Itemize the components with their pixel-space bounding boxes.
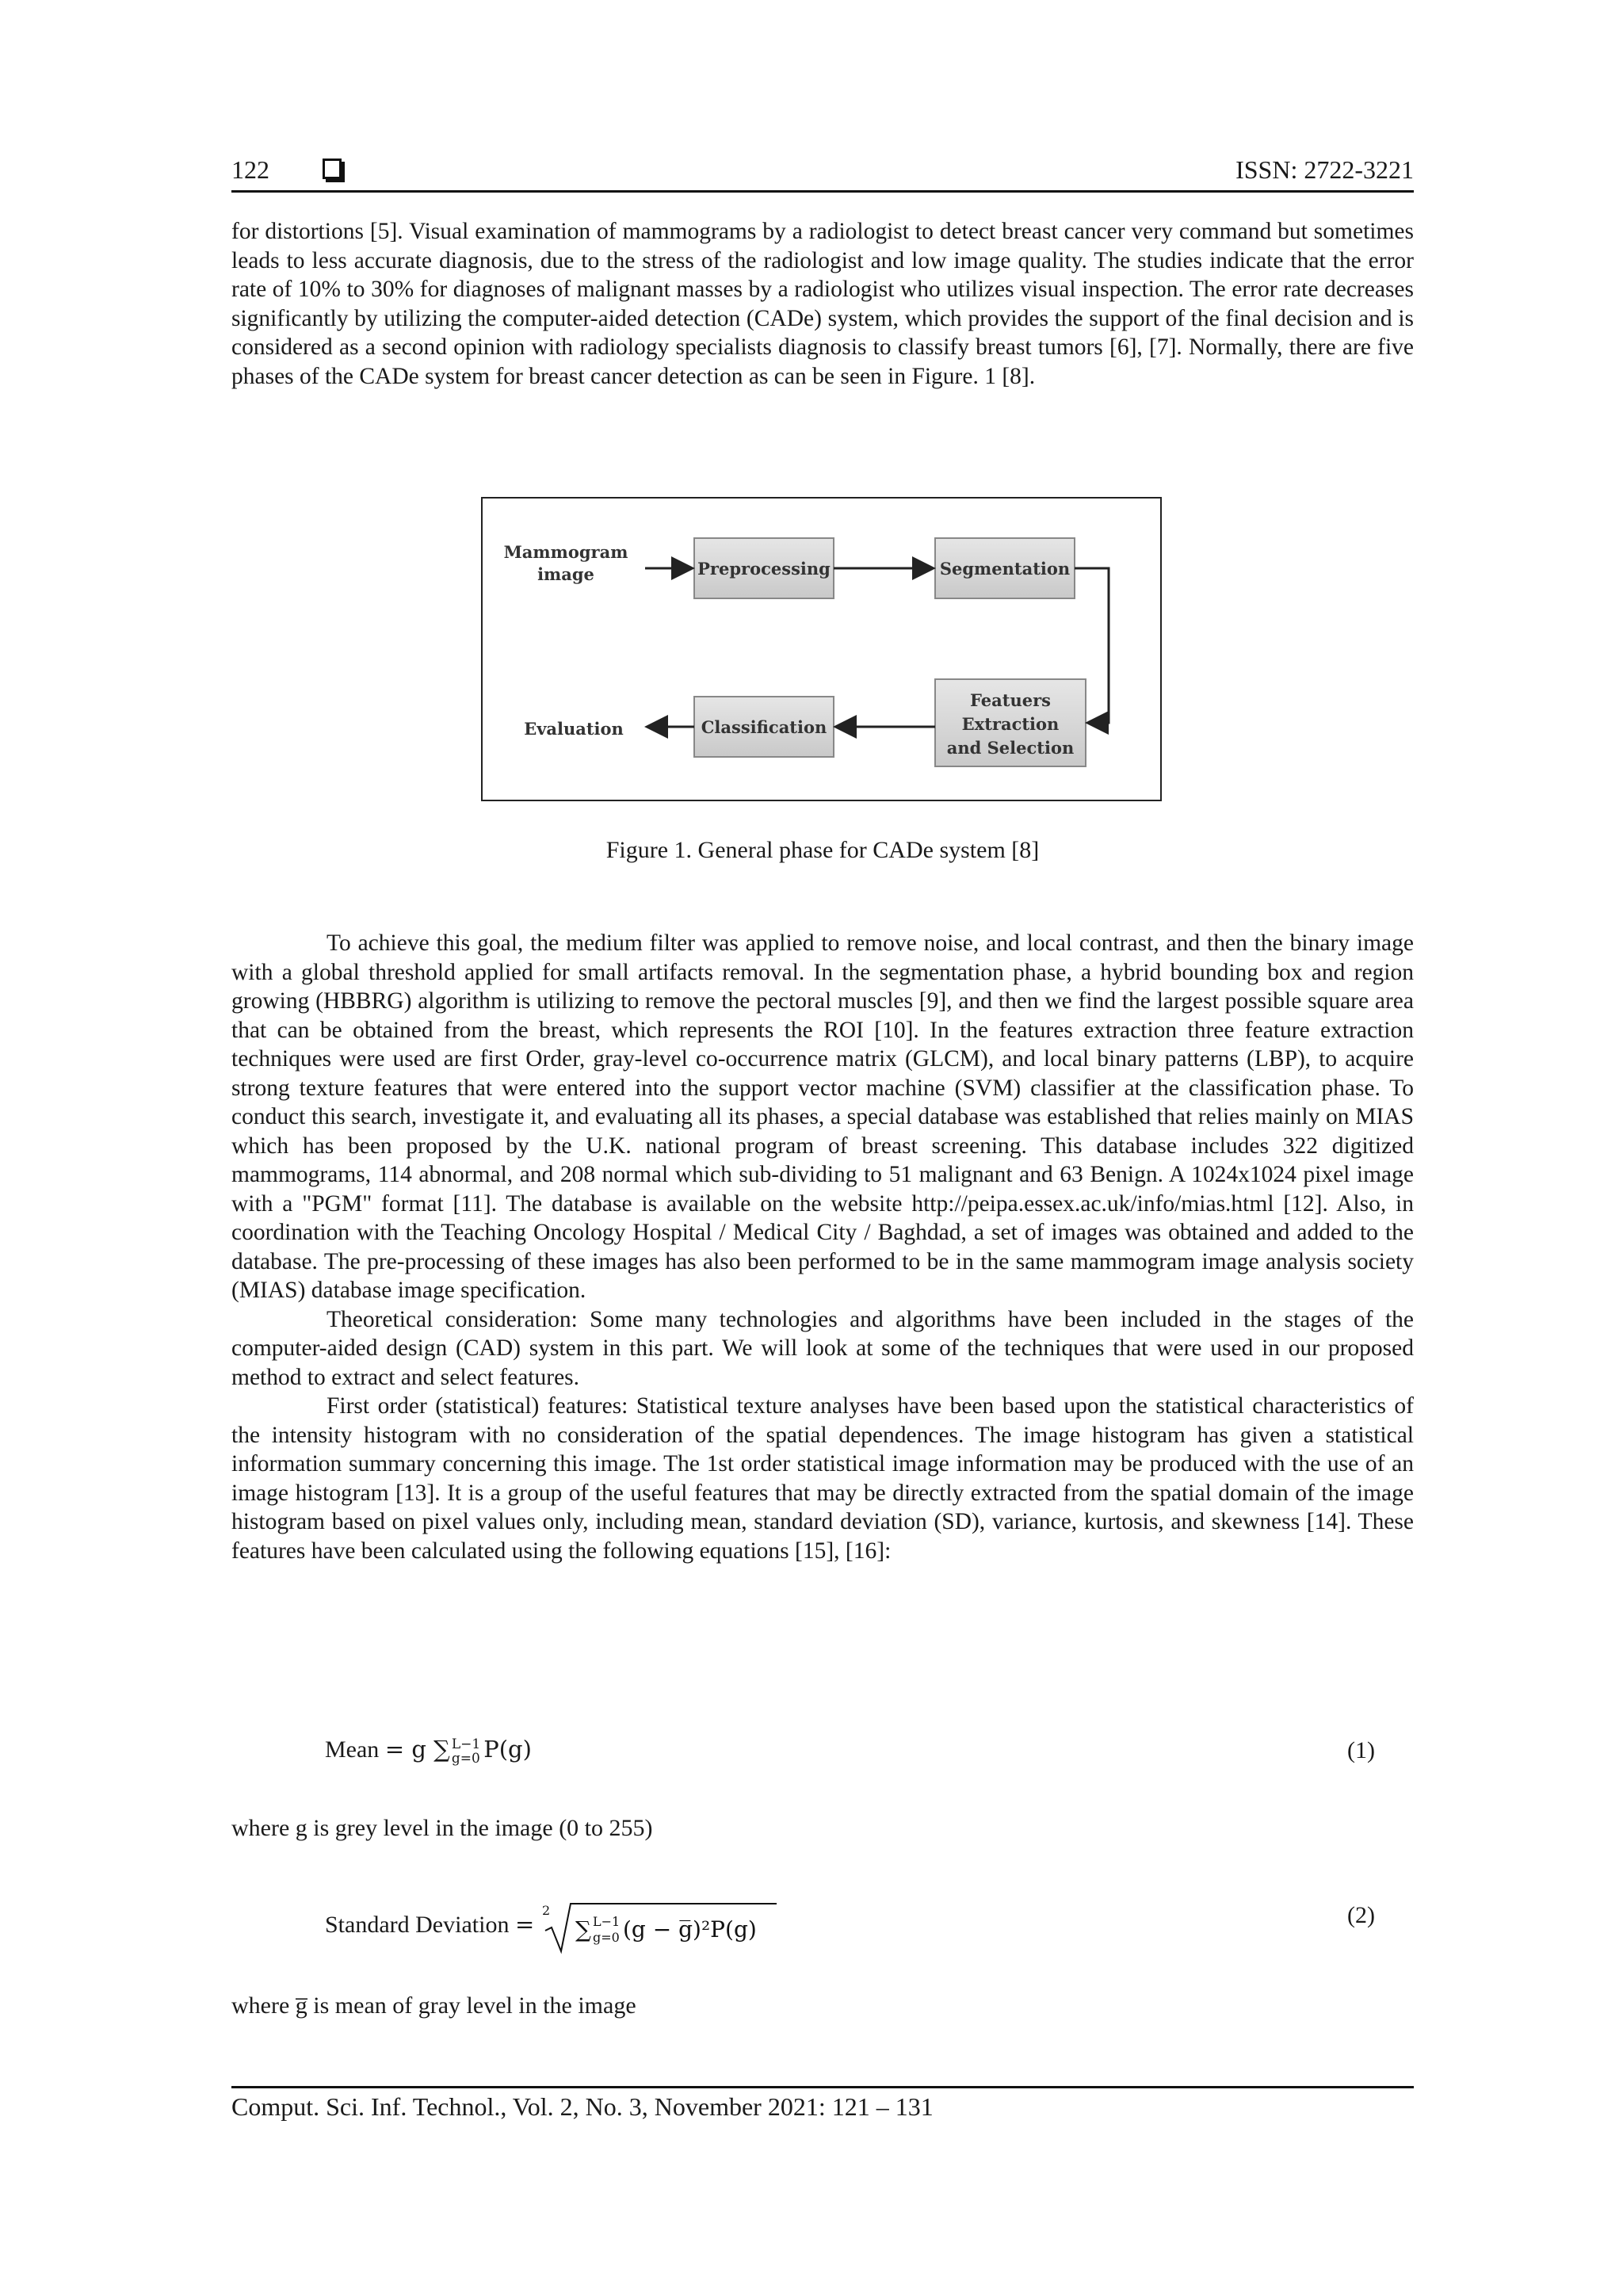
radical-sign-icon bbox=[540, 1899, 778, 1954]
features-label-line3: and Selection bbox=[946, 738, 1075, 758]
segmentation-label: Segmentation bbox=[939, 559, 1071, 579]
equation-number-1: (1) bbox=[1347, 1737, 1375, 1763]
input-label-line2: image bbox=[537, 564, 594, 584]
eq2-radical bbox=[540, 1899, 778, 1954]
eq2-root-index: 2 bbox=[541, 1903, 550, 1918]
eq1-sup: L−1 bbox=[451, 1736, 481, 1753]
input-label-line1: Mammogram bbox=[503, 542, 628, 562]
equation-standard-deviation bbox=[325, 1899, 778, 1954]
page-number: 122 bbox=[231, 155, 269, 184]
figure-cade-diagram bbox=[481, 497, 1162, 801]
header-rule bbox=[231, 190, 1414, 193]
paragraph-first-order: First order (statistical) features: Statistical texture analyses have been based upon the statistical characteristics of the intensity histogram with no consideration of the spatial dependences. The image histogram has given a statistical information summary concerning this image. The 1st order statistical image information may be produced with the use of an image histogram [13]. It is a group of the useful features that may be directly extracted from the spatial domain of the image histogram based on pixel values only, including mean, standard deviation (SD), variance, kurtosis, and skewness [14]. These features have been calculated using the following equations [15], [16]: bbox=[231, 1393, 1414, 1564]
eq1-sub: g=0 bbox=[451, 1751, 480, 1767]
eq2-body: (g − g̅)²P(g) bbox=[622, 1916, 757, 1943]
page-header bbox=[231, 155, 1414, 195]
eq1-limits bbox=[452, 1737, 480, 1766]
paragraph-methods: To achieve this goal, the medium filter was applied to remove noise, and local contrast, and then the binary image with a global threshold applied for small artifacts removal. In the segmentation phase, a hybrid bounding box and region growing (HBBRG) algorithm is utilizing to remove the pectoral muscles [9], and then we find the largest possible square area that can be obtained from the breast, which represents the ROI [10]. In the features extraction three feature extraction techniques were used are first Order, gray-level co-occurrence matrix (GLCM), and local binary patterns (LBP), to acquire strong texture features that were entered into the support vector machine (SVM) classifier at the classification phase. To conduct this search, investigate it, and evaluating all its phases, a special database was established that relies mainly on MIAS which has been proposed by the U.K. national program of breast screening. This database includes 322 digitized mammograms, 114 abnormal, and 208 normal which sub-dividing to 51 malignant and 63 Benign. A 1024x1024 pixel image with a "PGM" format [11]. The database is available on the website http://peipa.essex.ac.uk/info/mias.html [12]. Also, in coordination with the Teaching Oncology Hospital / Medical City / Baghdad, a set of images was obtained and added to the database. The pre-processing of these images has also been performed to be in the same mammogram image analysis society (MIAS) database image specification. bbox=[231, 930, 1414, 1303]
eq2-equals: = bbox=[514, 1910, 535, 1938]
preprocessing-label: Preprocessing bbox=[697, 559, 831, 579]
features-label-line2: Extraction bbox=[961, 714, 1060, 734]
paragraph-intro: for distortions [5]. Visual examination of mammograms by a radiologist to detect breast cancer very command but sometimes leads to less accurate diagnosis, due to the stress of the radiologist and low image quality. The studies indicate that the error rate of 10% to 30% for diagnoses of malignant masses by a radiologist who utilizes visual inspection. The error rate decreases significantly by utilizing the computer-aided detection (CADe) system, which provides the support of the final decision and is considered as a second opinion with radiology specialists diagnosis to classify breast tumors [6], [7]. Normally, there are five phases of the CADe system for breast cancer detection as can be seen in Figure. 1 [8]. bbox=[231, 219, 1414, 389]
cade-flow-diagram bbox=[483, 499, 1160, 800]
evaluation-label: Evaluation bbox=[524, 719, 624, 739]
equation-number-2: (2) bbox=[1347, 1902, 1375, 1928]
issn-label: ISSN: 2722-3221 bbox=[1235, 155, 1414, 184]
eq2-lhs: Standard Deviation bbox=[325, 1911, 510, 1938]
eq1-note: where g is grey level in the image (0 to 255) bbox=[231, 1815, 653, 1841]
eq2-sup: L−1 bbox=[592, 1914, 620, 1929]
eq1-lhs: Mean bbox=[325, 1736, 380, 1763]
equation-mean bbox=[325, 1736, 532, 1766]
features-label-line1: Featuers bbox=[970, 690, 1051, 710]
footer-citation: Comput. Sci. Inf. Technol., Vol. 2, No. 3, November 2021: 121 – 131 bbox=[231, 2092, 934, 2121]
paragraph-theoretical: Theoretical consideration: Some many technologies and algorithms have been included in the stages of the computer-aided design (CAD) system in this part. We will look at some of the techniques that were used in our proposed method to extract and select features. bbox=[231, 1306, 1414, 1390]
figure-caption: Figure 1. General phase for CADe system [8] bbox=[605, 837, 1040, 863]
eq2-note: where g̅ is mean of gray level in the image bbox=[231, 1992, 636, 2019]
eq2-sum: ∑ bbox=[575, 1916, 591, 1943]
footer-rule bbox=[231, 2086, 1414, 2088]
eq1-suffix: P(g) bbox=[483, 1736, 532, 1763]
square-bullet-icon bbox=[323, 159, 342, 179]
classification-label: Classification bbox=[701, 717, 827, 737]
eq2-sub: g=0 bbox=[592, 1930, 620, 1945]
eq1-prefix: = g ∑ bbox=[384, 1736, 450, 1763]
main-text-block bbox=[231, 929, 1414, 1565]
